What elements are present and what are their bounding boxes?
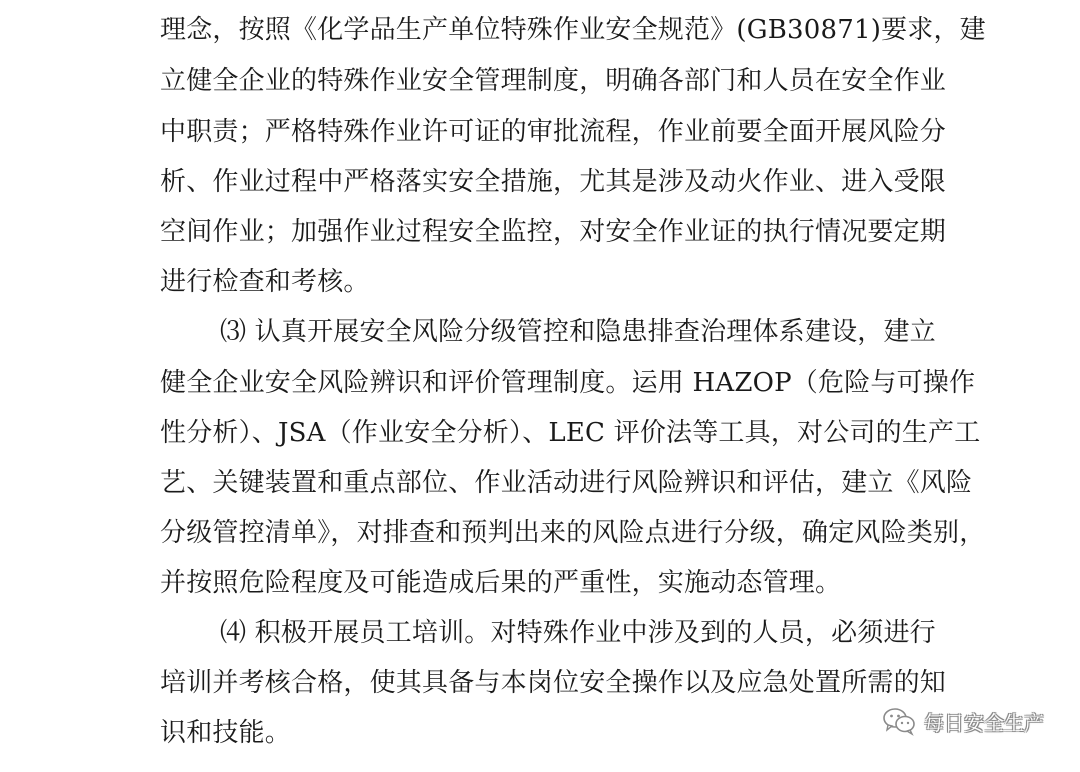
text-line: 空间作业；加强作业过程安全监控，对安全作业证的执行情况要定期 [160,217,947,247]
text-line: 立健全企业的特殊作业安全管理制度，明确各部门和人员在安全作业 [160,66,947,96]
paragraph-4-start: ⑷ 积极开展员工培训。对特殊作业中涉及到的人员，必须进行 [220,618,936,648]
text-line: 分级管控清单》，对排查和预判出来的风险点进行分级，确定风险类别， [160,518,986,548]
text-line: 进行检查和考核。 [160,267,370,297]
text-line: 艺、关键装置和重点部位、作业活动进行风险辨识和评估，建立《风险 [160,468,973,498]
text-line: 识和技能。 [160,718,292,748]
paragraph-3-start: ⑶ 认真开展安全风险分级管控和隐患排查治理体系建设，建立 [220,317,936,347]
wechat-icon [882,706,916,736]
text-line: 健全企业安全风险辨识和评价管理制度。运用 HAZOP（危险与可操作 [160,368,976,398]
watermark-text: 每日安全生产 [924,710,1044,735]
text-line: 中职责；严格特殊作业许可证的审批流程，作业前要全面开展风险分 [160,117,947,147]
text-line: 性分析）、JSA（作业安全分析）、LEC 评价法等工具，对公司的生产工 [160,418,981,448]
watermark [882,706,1044,736]
text-line: 析、作业过程中严格落实安全措施，尤其是涉及动火作业、进入受限 [160,167,947,197]
text-line: 培训并考核合格，使其具备与本岗位安全操作以及应急处置所需的知 [160,668,947,698]
text-line: 理念，按照《化学品生产单位特殊作业安全规范》(GB30871)要求，建 [160,15,986,45]
text-line: 并按照危险程度及可能造成后果的严重性，实施动态管理。 [160,568,842,598]
